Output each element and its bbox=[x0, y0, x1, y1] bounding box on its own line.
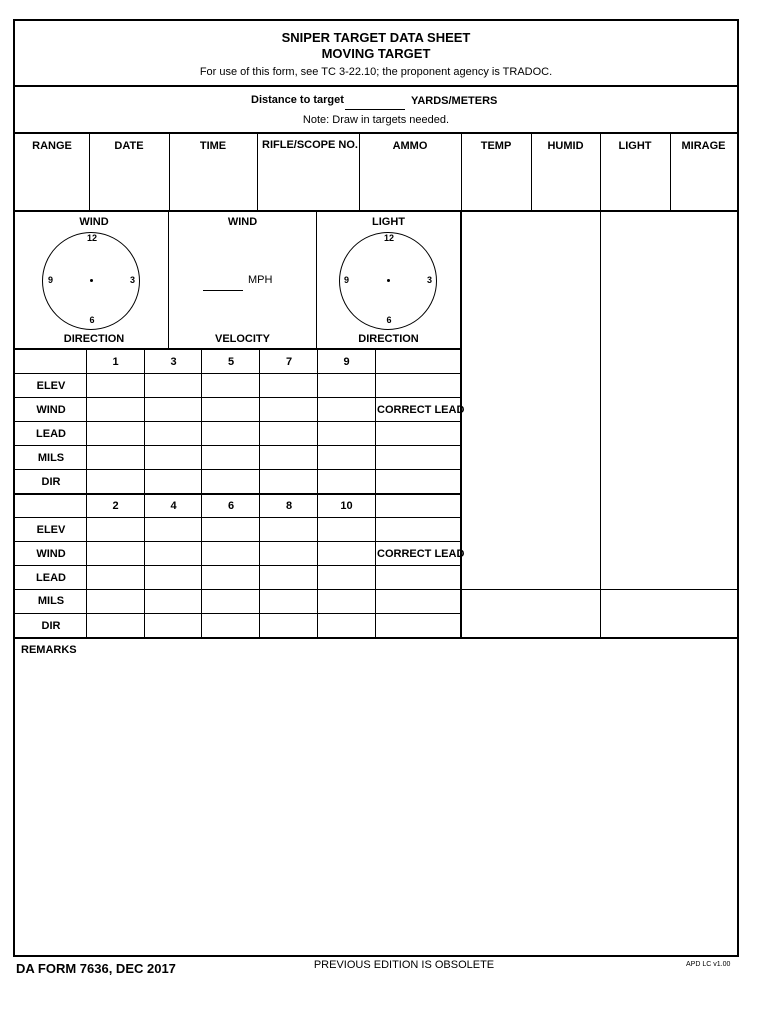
wind-direction-bottom-label: DIRECTION bbox=[63, 333, 125, 345]
grid1-row-label: DIR bbox=[41, 476, 61, 488]
col-ammo: AMMO bbox=[392, 140, 428, 152]
form-title: SNIPER TARGET DATA SHEET bbox=[281, 30, 471, 45]
divider bbox=[13, 348, 461, 350]
wind-direction-top-label: WIND bbox=[79, 216, 109, 228]
grid1-row-label: LEAD bbox=[36, 428, 66, 440]
col-light: LIGHT bbox=[618, 140, 652, 152]
grid1-entry-area[interactable] bbox=[88, 374, 459, 492]
clock-center-dot bbox=[387, 279, 390, 282]
grid1-header: 5 bbox=[227, 356, 235, 368]
grid1-row-label: WIND bbox=[36, 404, 66, 416]
target-drawing-area-left[interactable] bbox=[463, 212, 599, 588]
divider bbox=[13, 85, 737, 87]
divider bbox=[461, 133, 462, 211]
clock-9: 9 bbox=[48, 275, 54, 285]
grid1-header: 7 bbox=[285, 356, 293, 368]
grid2-header: 6 bbox=[227, 500, 235, 512]
ammo-field[interactable] bbox=[360, 160, 460, 210]
humid-field[interactable] bbox=[532, 160, 599, 210]
distance-label: Distance to target bbox=[251, 94, 344, 106]
col-date: DATE bbox=[114, 140, 144, 152]
distance-note: Note: Draw in targets needed. bbox=[302, 114, 450, 126]
divider bbox=[531, 133, 532, 211]
divider bbox=[257, 133, 258, 211]
form-id: DA FORM 7636, DEC 2017 bbox=[16, 961, 176, 976]
divider bbox=[89, 133, 90, 211]
form-subtitle: MOVING TARGET bbox=[321, 46, 431, 61]
grid2-header: 8 bbox=[285, 500, 293, 512]
grid1-header: 3 bbox=[170, 356, 177, 368]
clock-6: 6 bbox=[89, 315, 95, 325]
wind-velocity-top-label: WIND bbox=[227, 216, 258, 228]
grid2-row-label: WIND bbox=[36, 548, 66, 560]
clock-12: 12 bbox=[86, 233, 97, 243]
divider bbox=[86, 349, 87, 638]
grid2-entry-area[interactable] bbox=[88, 518, 459, 636]
remarks-label: REMARKS bbox=[21, 644, 77, 656]
grid2-header: 4 bbox=[170, 500, 177, 512]
divider bbox=[169, 133, 170, 211]
col-mirage: MIRAGE bbox=[681, 140, 726, 152]
date-field[interactable] bbox=[90, 160, 168, 210]
distance-units: YARDS/METERS bbox=[411, 95, 498, 107]
grid2-row-label: DIR bbox=[41, 620, 61, 632]
edition-note: PREVIOUS EDITION IS OBSOLETE bbox=[313, 959, 495, 971]
clock-12: 12 bbox=[383, 233, 394, 243]
usage-note: For use of this form, see TC 3-22.10; the proponent agency is TRADOC. bbox=[199, 66, 553, 78]
mph-label: MPH bbox=[248, 274, 273, 286]
clock-center-dot bbox=[90, 279, 93, 282]
wind-velocity-input[interactable] bbox=[203, 278, 243, 291]
light-direction-top-label: LIGHT bbox=[372, 216, 405, 228]
divider bbox=[460, 211, 462, 638]
distance-input[interactable] bbox=[345, 96, 405, 110]
mirage-field[interactable] bbox=[671, 160, 736, 210]
rifle-scope-field[interactable] bbox=[258, 168, 358, 210]
col-temp: TEMP bbox=[480, 140, 512, 152]
col-rifle-scope: RIFLE/SCOPE NO. bbox=[262, 139, 358, 151]
grid1-row-label: ELEV bbox=[36, 380, 66, 392]
version-label: APD LC v1.00 bbox=[686, 961, 731, 968]
time-field[interactable] bbox=[170, 160, 256, 210]
divider bbox=[600, 133, 601, 638]
grid1-row-label: MILS bbox=[37, 452, 65, 464]
clock-3: 3 bbox=[130, 275, 136, 285]
grid2-header: 2 bbox=[112, 500, 119, 512]
light-field[interactable] bbox=[601, 160, 669, 210]
divider bbox=[359, 133, 360, 211]
grid1-header: 9 bbox=[343, 356, 350, 368]
grid2-header: 10 bbox=[340, 500, 353, 512]
grid2-row-label: ELEV bbox=[36, 524, 66, 536]
grid1-correct-lead-label: CORRECT LEAD bbox=[377, 404, 465, 416]
divider bbox=[670, 133, 671, 211]
clock-6: 6 bbox=[386, 315, 392, 325]
temp-field[interactable] bbox=[462, 160, 530, 210]
col-range: RANGE bbox=[32, 140, 72, 152]
grid1-header: 1 bbox=[112, 356, 119, 368]
grid2-row-label: LEAD bbox=[36, 572, 66, 584]
clock-3: 3 bbox=[427, 275, 433, 285]
divider bbox=[13, 637, 737, 639]
clock-9: 9 bbox=[344, 275, 350, 285]
light-direction-bottom-label: DIRECTION bbox=[358, 333, 419, 345]
wind-velocity-bottom-label: VELOCITY bbox=[214, 333, 270, 345]
grid2-row-label: MILS bbox=[37, 595, 65, 607]
remarks-field[interactable] bbox=[15, 660, 735, 952]
divider bbox=[316, 211, 317, 349]
divider bbox=[168, 211, 169, 349]
col-humid: HUMID bbox=[547, 140, 584, 152]
target-drawing-area-right[interactable] bbox=[602, 212, 736, 588]
divider bbox=[13, 493, 461, 495]
range-field[interactable] bbox=[15, 160, 89, 210]
divider bbox=[13, 132, 737, 134]
col-time: TIME bbox=[199, 140, 227, 152]
grid2-correct-lead-label: CORRECT LEAD bbox=[377, 548, 465, 560]
